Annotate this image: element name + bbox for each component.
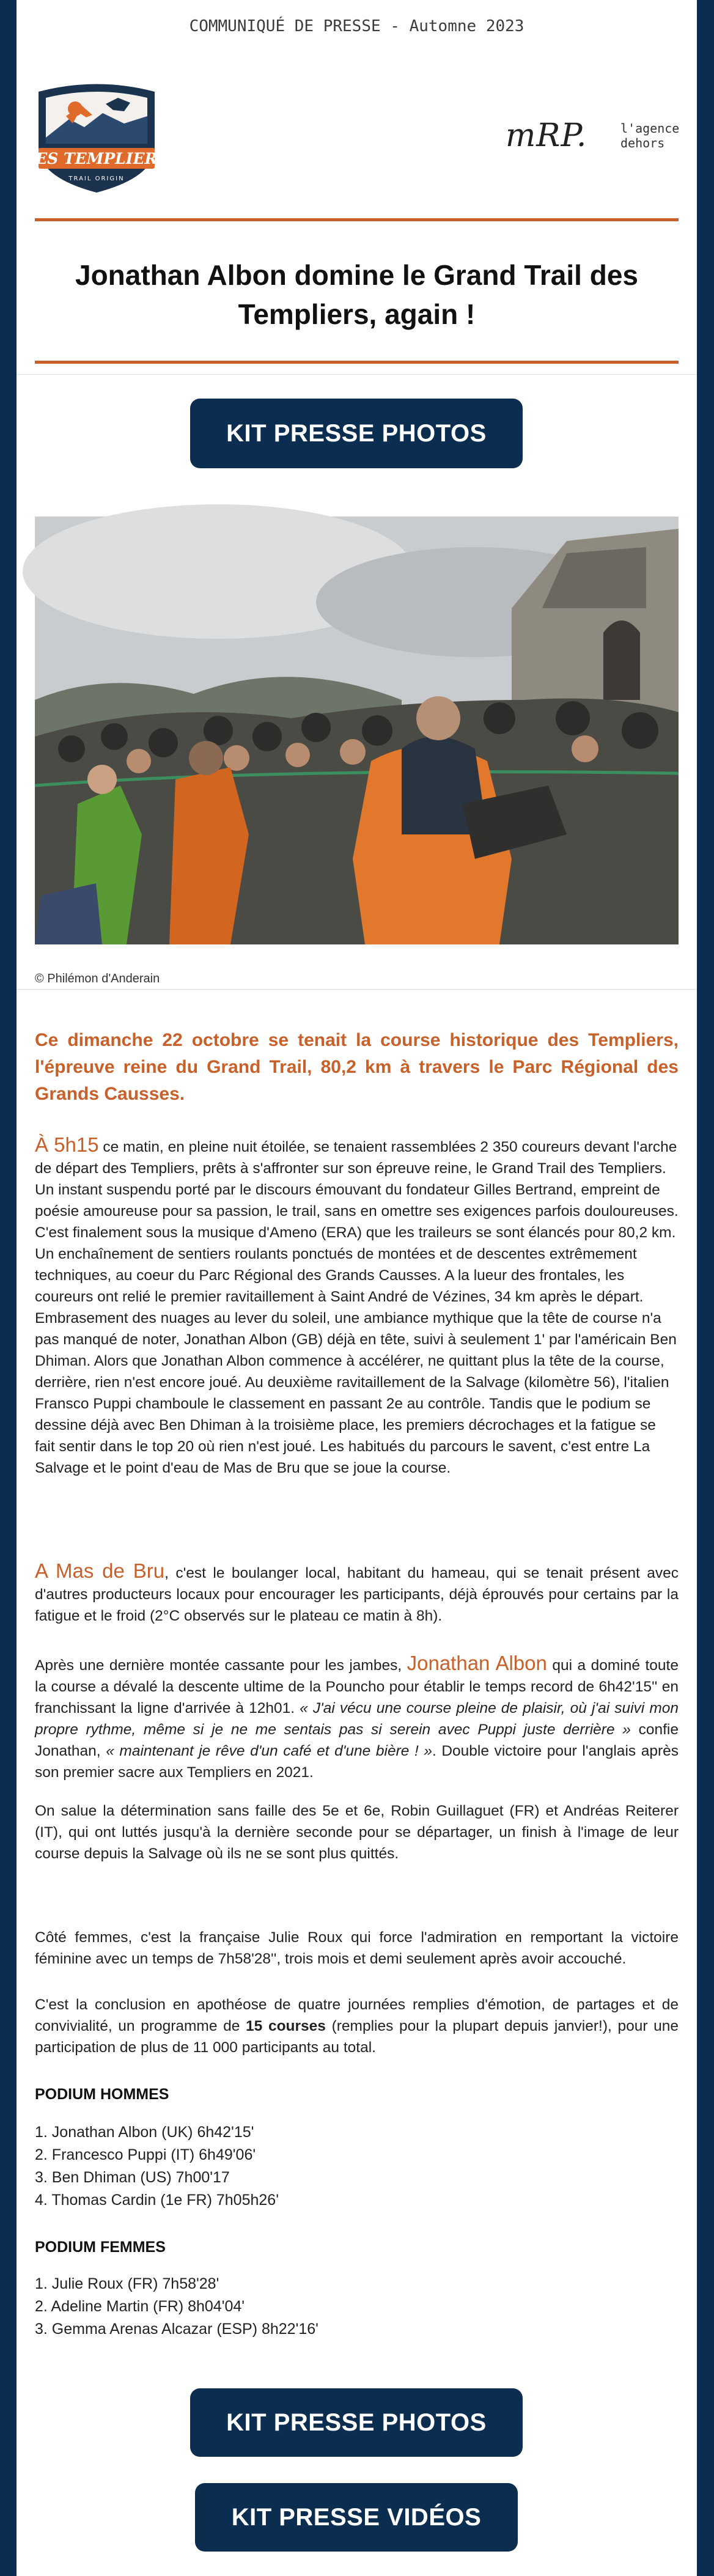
podium-men-item: 1. Jonathan Albon (UK) 6h42'15' [35,2124,254,2141]
paragraph-6-part-a: C'est la conclusion en apothéose de quatre journées remplies d'émotion, de partages et de convivialité, un programme de [35,1996,679,2034]
podium-women-item: 1. Julie Roux (FR) 7h58'28' [35,2275,219,2292]
paragraph-3-part-c: confie Jonathan, [35,1721,679,1759]
podium-men-item: 4. Thomas Cardin (1e FR) 7h05h26' [35,2191,279,2209]
agency-logo[interactable] [506,117,689,160]
podium-men-list [35,2121,279,2212]
paragraph-2-text: , c'est le boulanger local, habitant du hameau, qui se tenait présent avec d'autres producteurs locaux pour encourager les participants, déjà éprouvés pour certains par la fatigue et le froid (2°C observés sur le plateau ce matin à 8h). [35,1565,679,1624]
press-kit-photos-button-top[interactable]: KIT PRESSE PHOTOS [190,399,523,468]
article-paragraph-3 [35,1652,679,1783]
article-intro: Ce dimanche 22 octobre se tenait la course historique des Templiers, l'épreuve reine du Grand Trail, 80,2 km à travers le Parc Régional des Grands Causses. [35,1030,679,1104]
headline: Jonathan Albon domine le Grand Trail des Templiers, again ! [75,259,638,330]
winner-quote-1: « J'ai vécu une course pleine de plaisir, où j'ai suivi mon propre rythme, même si je ne me sentais pas si serein avec Puppi juste derrière » [35,1700,679,1738]
podium-women-item: 2. Adeline Martin (FR) 8h04'04' [35,2298,245,2315]
race-photo-illustration [35,517,679,944]
logo-text-line2: TRAIL ORIGIN [68,175,125,182]
templiers-logo-badge [24,79,169,196]
agency-logo-text: l'agence dehors [620,121,680,150]
newsletter-page [17,0,697,2576]
article-paragraph-4: On salue la détermination sans faille des 5e et 6e, Robin Guillaguet (FR) et Andréas Reiterer (IT), qui ont luttés jusqu'à la dernière seconde pour se départager, un finish à l'image de leur course depuis la Salvage où ils ne se sont plus quittés. [35,1803,679,1862]
article-paragraph-6 [35,1994,679,2058]
section-divider [17,374,697,375]
paragraph-3-part-d: . Double victoire pour l'anglais après son premier sacre aux Templiers en 2021. [35,1743,679,1781]
agency-logo-mark: mRP. [506,117,587,154]
photo-credit: © Philémon d'Anderain [35,972,160,985]
article-paragraph-5: Côté femmes, c'est la française Julie Roux qui force l'admiration en remportant la victoire féminine avec un temps de 7h58'28'', trois mois et demi seulement après avoir accouché. [35,1929,679,1967]
press-kit-videos-button[interactable]: KIT PRESSE VIDÉOS [195,2483,518,2552]
title-bottom-rule [35,361,679,364]
press-kit-photos-button-bottom[interactable]: KIT PRESSE PHOTOS [190,2388,523,2457]
podium-men-title: PODIUM HOMMES [35,2086,169,2103]
article-paragraph-2 [35,1560,679,1627]
podium-women-list [35,2273,318,2341]
winner-quote-2: « maintenant je rêve d'un café et d'une bière ! » [106,1743,432,1759]
podium-men-item: 3. Ben Dhiman (US) 7h00'17 [35,2169,230,2186]
article-paragraph-1 [35,1134,679,1479]
logo-text-line1: LES TEMPLIERS [24,150,169,167]
paragraph-6-part-b: (remplies pour la plupart depuis janvier!), pour une participation de plus de 11 000 participants au total. [35,2018,679,2056]
race-count: 15 courses [246,2018,326,2034]
hero-photo [35,517,679,944]
photo-divider [17,989,697,990]
podium-women-title: PODIUM FEMMES [35,2239,166,2256]
paragraph-1-text: ce matin, en pleine nuit étoilée, se tenaient rassemblées 2 350 coureurs devant l'arche de départ des Templiers, prêts à s'affronter sur son épreuve reine, le Grand Trail des Templiers. Un instant suspendu porté par le discours émouvant du fondateur Gilles Bertrand, empreint de poésie amoureuse pour sa passion, le trail, sans en omettre ses exigences parfois douloureuses. C'est finalement sous la musique d'Ameno (ERA) que les traileurs se sont élancés pour 80,2 km. Un enchaînement de sentiers roulants ponctués de montées et de descentes extrêmement techniques, au coeur du Parc Régional des Grands Causses. A la lueur des frontales, les coureurs ont relié le premier ravitaillement à Saint André de Vézines, 34 km après le départ. Embrasement des nuages au lever du soleil, une ambiance mythique que la tête de course n'a pas manqué de noter, Jonathan Albon (GB) déjà en tête, suivi à seulement 1' par l'américain Ben Dhiman. Alors que Jonathan Albon commence à accélérer, ne quittant plus la tête de la course, derrière, rien n'est encore joué. Au deuxième ravitaillement de la Salvage (kilomètre 56), l'italien Fransco Puppi chamboule le classement en passant 2e au contrôle. Tandis que le podium se dessine déjà avec Ben Dhiman à la troisième place, les premiers décrochages et la fatigue se fait sentir dans le top 20 où rien n'est joué. Les habitués du parcours le savent, c'est entre La Salvage et le point d'eau de Mas de Bru que se joue la course. [35,1139,679,1476]
press-release-kicker: COMMUNIQUÉ DE PRESSE - Automne 2023 [189,17,524,35]
paragraph-3-part-b: qui a dominé toute la course a dévalé la descente ultime de la Pouncho pour établir le temps record de 6h42'15'' en franchissant la ligne d'arrivée à 12h01. [35,1657,679,1717]
paragraph-3-part-a: Après une dernière montée cassante pour les jambes, [35,1657,407,1674]
podium-men-item: 2. Francesco Puppi (IT) 6h49'06' [35,2146,256,2163]
podium-women-item: 3. Gemma Arenas Alcazar (ESP) 8h22'16' [35,2320,318,2338]
paragraph-1-lead: À 5h15 [35,1133,99,1156]
winner-name-highlight: Jonathan Albon [407,1652,547,1674]
templiers-logo[interactable] [24,79,169,196]
title-top-rule [35,218,679,221]
paragraph-2-lead: A Mas de Bru [35,1559,165,1582]
